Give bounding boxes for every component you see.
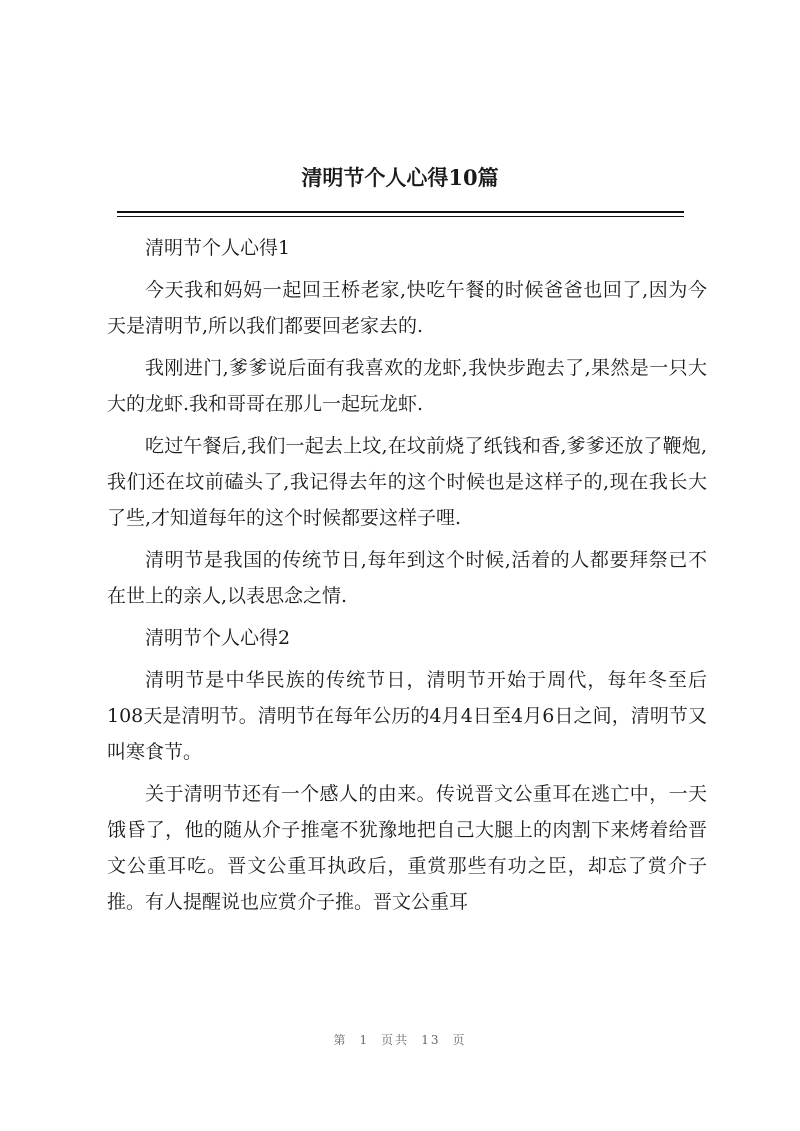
page-label-prefix: 第 bbox=[333, 1033, 348, 1047]
page-label-mid: 页共 bbox=[381, 1033, 410, 1047]
paragraph: 我刚进门,爹爹说后面有我喜欢的龙虾,我快步跑去了,果然是一只大大的龙虾.我和哥哥在那儿一起玩龙虾. bbox=[107, 357, 707, 415]
section-heading: 清明节个人心得1 bbox=[145, 237, 291, 259]
paragraph: 清明节是中华民族的传统节日，清明节开始于周代，每年冬至后108天是清明节。清明节在每年公历的4月4日至4月6日之间，清明节又叫寒食节。 bbox=[107, 669, 707, 763]
page-label-suffix: 页 bbox=[452, 1033, 467, 1047]
document-body bbox=[107, 230, 707, 926]
page-current: 1 bbox=[359, 1033, 370, 1047]
title-divider-thin bbox=[117, 216, 684, 217]
paragraph: 吃过午餐后,我们一起去上坟,在坟前烧了纸钱和香,爹爹还放了鞭炮,我们还在坟前磕头了,我记得去年的这个时候也是这样子的,现在我长大了些,才知道每年的这个时候都要这样子哩. bbox=[107, 435, 707, 529]
paragraph: 今天我和妈妈一起回王桥老家,快吃午餐的时候爸爸也回了,因为今天是清明节,所以我们都要回老家去的. bbox=[107, 279, 707, 337]
page-total: 13 bbox=[421, 1033, 441, 1047]
section-heading: 清明节个人心得2 bbox=[145, 627, 291, 649]
paragraph: 清明节是我国的传统节日,每年到这个时候,活着的人都要拜祭已不在世上的亲人,以表思念之情. bbox=[107, 549, 707, 607]
page-footer bbox=[0, 1031, 800, 1048]
document-title: 清明节个人心得10篇 bbox=[301, 165, 499, 190]
paragraph: 关于清明节还有一个感人的由来。传说晋文公重耳在逃亡中，一天饿昏了，他的随从介子推毫不犹豫地把自己大腿上的肉割下来烤着给晋文公重耳吃。晋文公重耳执政后，重赏那些有功之臣，却忘了赏介子推。有人提醒说也应赏介子推。晋文公重耳 bbox=[107, 783, 707, 913]
title-divider-thick bbox=[117, 211, 684, 213]
